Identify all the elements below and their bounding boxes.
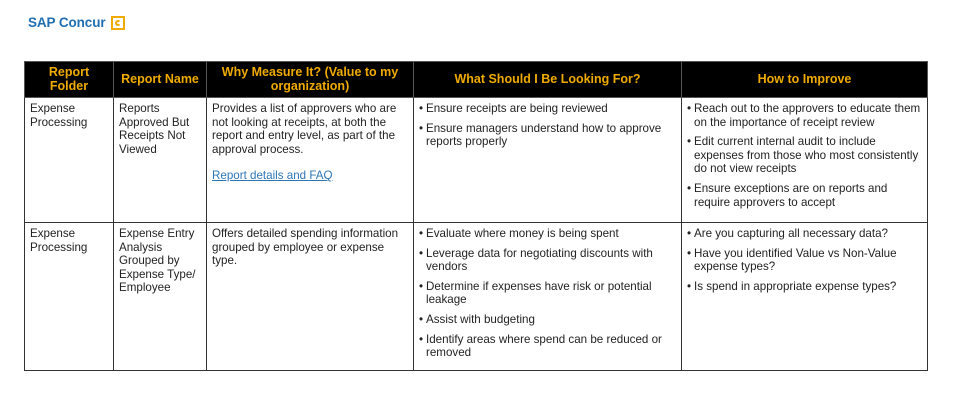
why-measure-cell bbox=[207, 98, 414, 223]
list-item: • Edit current internal audit to include expenses from those who most consistently do not view receipts bbox=[687, 135, 922, 176]
table-row bbox=[25, 98, 928, 223]
report-guide-table bbox=[24, 61, 928, 371]
why-measure-cell bbox=[207, 223, 414, 371]
improve-list bbox=[687, 102, 922, 209]
brand-name: SAP Concur bbox=[28, 15, 106, 30]
why-measure-text: Provides a list of approvers who are not looking at receipts, at both the report and entry level, as part of the approval process. bbox=[212, 102, 397, 156]
list-item: • Ensure managers understand how to approve reports properly bbox=[419, 122, 676, 149]
list-item: • Have you identified Value vs Non-Value expense types? bbox=[687, 247, 922, 274]
improve-cell bbox=[682, 223, 928, 371]
look-for-cell bbox=[414, 98, 682, 223]
list-item: • Identify areas where spend can be reduced or removed bbox=[419, 333, 676, 360]
report-name-cell: Reports Approved But Receipts Not Viewed bbox=[114, 98, 207, 223]
list-item: • Determine if expenses have risk or potential leakage bbox=[419, 280, 676, 307]
header-report-name: Report Name bbox=[114, 62, 207, 98]
why-measure-text: Offers detailed spending information grouped by employee or expense type. bbox=[212, 227, 399, 268]
table-row bbox=[25, 223, 928, 371]
list-item: • Leverage data for negotiating discounts with vendors bbox=[419, 247, 676, 274]
header-how-to-improve: How to Improve bbox=[682, 62, 928, 98]
list-item: • Ensure exceptions are on reports and require approvers to accept bbox=[687, 182, 922, 209]
look-for-list bbox=[419, 227, 676, 360]
list-item: • Are you capturing all necessary data? bbox=[687, 227, 922, 241]
report-folder-cell: Expense Processing bbox=[25, 98, 114, 223]
sap-concur-logo bbox=[28, 15, 125, 30]
concur-logo-icon bbox=[111, 16, 125, 30]
improve-cell bbox=[682, 98, 928, 223]
improve-list bbox=[687, 227, 922, 293]
report-folder-cell: Expense Processing bbox=[25, 223, 114, 371]
list-item: • Assist with budgeting bbox=[419, 313, 676, 327]
look-for-cell bbox=[414, 223, 682, 371]
header-what-to-look-for: What Should I Be Looking For? bbox=[414, 62, 682, 98]
list-item: • Ensure receipts are being reviewed bbox=[419, 102, 676, 116]
header-report-folder: Report Folder bbox=[25, 62, 114, 98]
header-why-measure: Why Measure It? (Value to my organization) bbox=[207, 62, 414, 98]
list-item: • Is spend in appropriate expense types? bbox=[687, 280, 922, 294]
table-header-row bbox=[25, 62, 928, 98]
list-item: • Reach out to the approvers to educate them on the importance of receipt review bbox=[687, 102, 922, 129]
look-for-list bbox=[419, 102, 676, 149]
report-name-cell: Expense Entry Analysis Grouped by Expense Type/ Employee bbox=[114, 223, 207, 371]
report-details-faq-link[interactable]: Report details and FAQ bbox=[212, 169, 333, 183]
list-item: • Evaluate where money is being spent bbox=[419, 227, 676, 241]
